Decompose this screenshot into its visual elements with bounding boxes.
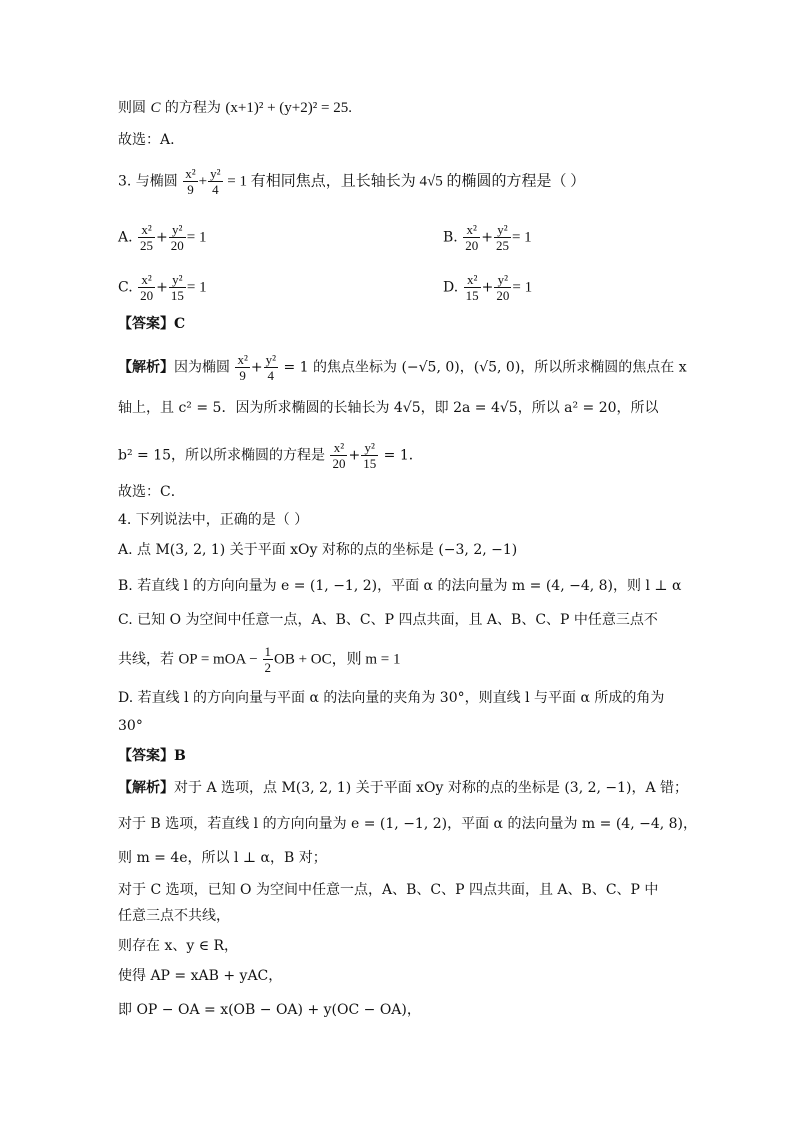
denominator: 20 [465,238,479,253]
fraction [330,440,347,471]
denominator: 9 [187,182,194,197]
fraction [463,222,480,253]
q4-answer: 【答案】B [118,748,186,764]
q4-explanation-2: 对于 B 选项，若直线 l 的方向向量为 e = (1, −1, 2)，平面 α 的法向量为 m = (4, −4, 8)， [118,816,697,832]
fraction [208,166,222,197]
denominator: 20 [170,238,184,253]
q3-option-a: A. $\frac{\text{x²}}{25}$ + $\frac{\text{y²}}{20}$ = 1 [118,222,207,253]
q3-explanation-1: 【解析】因为椭圆 $\frac{\text{x²}}{9}$ + $\frac{\text{y²}}{4}$ = 1 的焦点坐标为 (−√5, 0)，(√5, 0)，所以所求椭圆的焦点在 x [118,352,687,383]
numerator: y² [169,272,186,288]
denominator: 20 [332,456,346,471]
denominator: 2 [264,660,271,675]
denominator: 20 [140,288,154,303]
text: = 1 有相同焦点，且长轴长为 4√5 的椭圆的方程是（ ） [223,173,586,190]
q3-explanation-3: b² = 15，所以所求椭圆的方程是 $\frac{\text{x²}}{20}$ + $\frac{\text{y²}}{15}$ = 1． [118,440,423,471]
q4-explanation-6: 则存在 x、y ∈ R， [118,938,239,954]
select-a-line: 故选：A. [118,132,175,148]
fraction [138,272,155,303]
denominator: 15 [170,288,184,303]
label: C. [118,279,133,296]
q4-explanation-4: 对于 C 选项，已知 O 为空间中任意一点，A、B、C、P 四点共面，且 A、B、C、P 中 [118,882,659,898]
vector-expr: OP = mOA − [178,651,262,668]
q4-option-d-line1: D. 若直线 l 的方向向量与平面 α 的法向量的夹角为 30°，则直线 l 与平面 α 所成的角为 [118,690,665,706]
numerator: x² [237,352,248,367]
q4-option-c-line1: C. 已知 O 为空间中任意一点，A、B、C、P 四点共面，且 A、B、C、P 中任意三点不 [118,612,658,628]
q4-option-b: B. 若直线 l 的方向向量为 e = (1, −1, 2)，平面 α 的法向量为 m = (4, −4, 8)，则 l ⊥ α [118,578,682,594]
denominator: 9 [239,368,246,383]
numerator: y² [210,166,221,181]
q3-option-d: D. $\frac{\text{x²}}{15}$ + $\frac{\text{y²}}{20}$ = 1 [443,272,533,303]
rhs: = 1 [511,229,532,246]
q4-stem: 4. 下列说法中，正确的是（ ） [118,512,309,528]
numerator: x² [185,166,196,181]
text: 3. 与椭圆 [118,173,183,190]
q4-explanation-5: 任意三点不共线， [118,908,230,924]
denominator: 4 [267,368,275,383]
text: 共线，若 [118,651,179,668]
denominator: 4 [212,182,219,197]
rhs: = 1 [186,279,207,296]
text: 的方程为 [160,100,226,116]
fraction [183,166,197,197]
text: = 1 的焦点坐标为 (−√5, 0)，(√5, 0)，所以所求椭圆的焦点在 x [279,359,687,376]
equation: (x+1)² + (y+2)² = 25. [225,100,352,116]
plus: + [198,173,208,190]
rhs: = 1 [186,229,207,246]
q3-select: 故选：C． [118,484,185,500]
fraction [235,352,249,383]
numerator: x² [138,272,155,288]
var-c: C [150,100,161,116]
numerator: x² [463,222,480,238]
numerator: x² [464,272,481,288]
q4-explanation-7: 使得 AP = xAB + yAC， [118,968,283,984]
numerator: 1 [264,644,271,659]
numerator: y² [169,222,186,238]
numerator: y² [265,352,276,367]
numerator: y² [494,272,511,288]
denominator: 15 [465,288,479,303]
q4-explanation-3: 则 m = 4e，所以 l ⊥ α，B 对； [118,850,327,866]
vector-expr: OB + OC，则 m = 1 [274,651,401,668]
numerator: y² [361,440,378,456]
fraction [263,644,274,675]
q3-explanation-2: 轴上，且 c² = 5．因为所求椭圆的长轴长为 4√5，即 2a = 4√5，所以 a² = 20，所以 [118,400,659,416]
circle-equation-line [118,98,352,118]
fraction [264,352,278,383]
q3-stem [118,166,585,197]
q3-option-c: C. $\frac{\text{x²}}{20}$ + $\frac{\text{y²}}{15}$ = 1 [118,272,207,303]
fraction [464,272,481,303]
rhs: = 1 [512,279,533,296]
text: = 1． [379,447,423,464]
q4-option-a: A. 点 M(3, 2, 1) 关于平面 xOy 对称的点的坐标是 (−3, 2, −1) [118,542,518,558]
text: 因为椭圆 [174,359,235,376]
fraction [169,272,186,303]
text: 对于 A 选项，点 M(3, 2, 1) 关于平面 xOy 对称的点的坐标是 (3, 2, −1)，A 错； [174,780,689,796]
denominator: 25 [495,238,509,253]
q4-explanation-8: 即 OP − OA = x(OB − OA) + y(OC − OA)， [118,1002,421,1018]
fraction [169,222,186,253]
q4-option-d-line2: 30° [118,718,143,734]
q3-option-b: B. $\frac{\text{x²}}{20}$ + $\frac{\text{y²}}{25}$ = 1 [443,222,532,253]
numerator: x² [138,222,155,238]
numerator: x² [330,440,347,456]
denominator: 20 [496,288,510,303]
q4-explanation-1 [118,778,688,798]
fraction [361,440,378,471]
q3-answer: 【答案】C [118,316,186,332]
fraction [494,222,511,253]
numerator: y² [494,222,511,238]
label: B. [443,229,458,246]
label: D. [443,279,459,296]
fraction [494,272,511,303]
explanation-label: 【解析】 [118,780,174,796]
q4-option-c-line2 [118,644,401,675]
text: 则圆 [118,100,151,116]
label: A. [118,229,133,246]
denominator: 25 [140,238,154,253]
denominator: 15 [363,456,377,471]
text: b² = 15，所以所求椭圆的方程是 [118,447,330,464]
fraction [138,222,155,253]
explanation-label: 【解析】 [118,359,174,376]
